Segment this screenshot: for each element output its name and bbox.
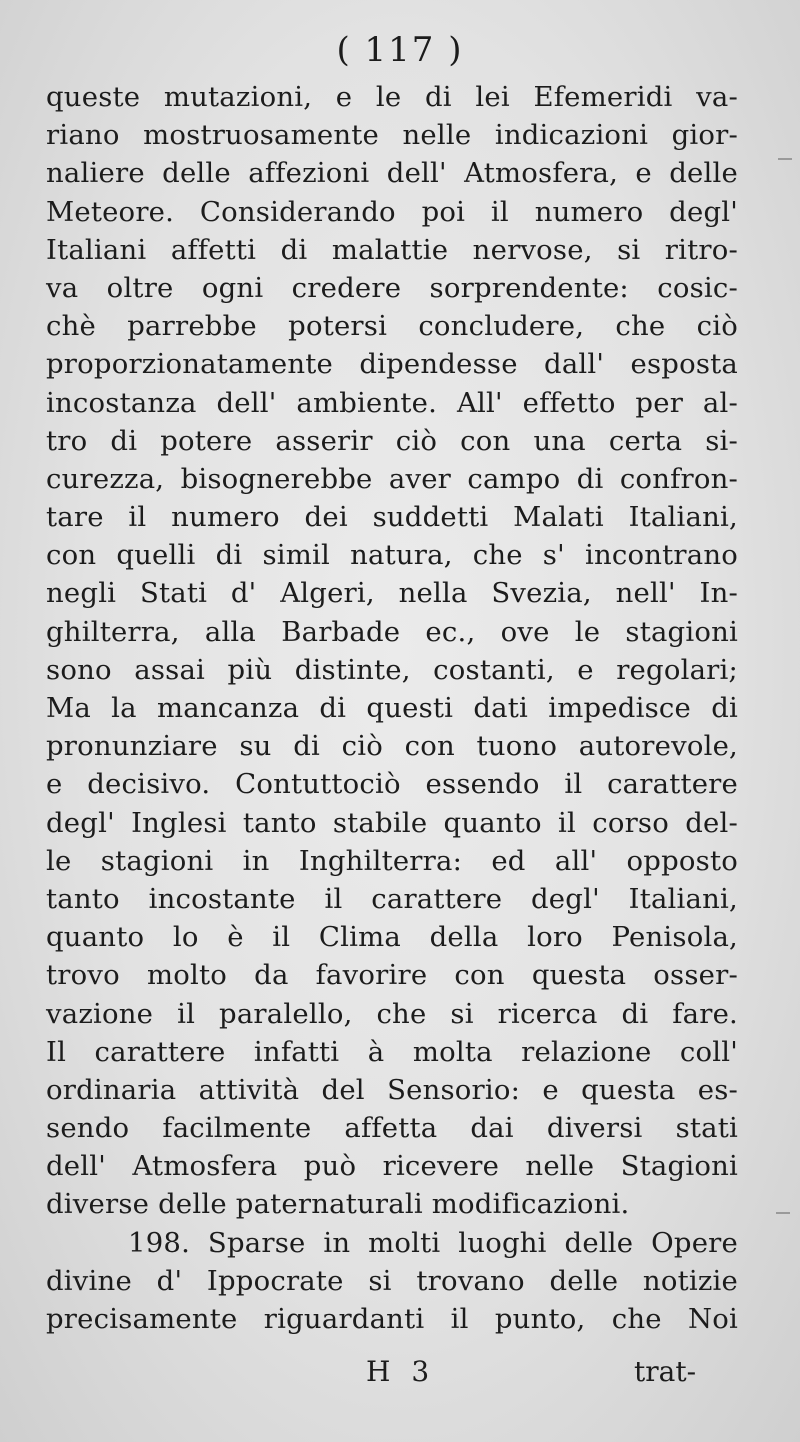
text-line: con quelli di simil natura, che s' incontrano: [46, 539, 738, 572]
text-line: le stagioni in Inghilterra: ed all' opposto: [46, 844, 738, 877]
signature-mark: H 3: [366, 1355, 436, 1388]
text-line: Meteore. Considerando poi il numero degl': [46, 195, 738, 228]
page-number: ( 117 ): [336, 30, 464, 70]
text-line: ordinaria attività del Sensorio: e questa es-: [46, 1073, 738, 1106]
text-line: tanto incostante il carattere degl' Italiani,: [46, 882, 738, 915]
text-line: Ma la mancanza di questi dati impedisce di: [46, 692, 738, 724]
text-line: sendo facilmente affetta dai diversi stati: [46, 1112, 738, 1145]
text-line: dell' Atmosfera può ricevere nelle Stagioni: [46, 1150, 738, 1183]
text-line: negli Stati d' Algeri, nella Svezia, nell' In-: [46, 577, 738, 610]
text-line: proporzionatamente dipendesse dall' esposta: [46, 348, 738, 381]
text-line: incostanza dell' ambiente. All' effetto per al-: [46, 386, 738, 419]
margin-mark: [778, 158, 792, 160]
text-line: degl' Inglesi tanto stabile quanto il corso del-: [46, 806, 738, 839]
paragraph-start-line: 198. Sparse in molti luoghi delle Opere: [128, 1226, 738, 1259]
page-footer: [0, 1352, 800, 1392]
text-line: ghilterra, alla Barbade ec., ove le stagioni: [46, 615, 738, 648]
text-line: vazione il paralello, che si ricerca di fare.: [46, 997, 738, 1030]
text-line: pronunziare su di ciò con tuono autorevole,: [46, 730, 738, 763]
text-line: e decisivo. Contuttociò essendo il carattere: [46, 768, 738, 801]
catchword: trat-: [634, 1355, 697, 1388]
text-line: curezza, bisognerebbe aver campo di confron-: [46, 462, 738, 495]
text-line: divine d' Ippocrate si trovano delle notizie: [46, 1264, 738, 1297]
text-line: Italiani affetti di malattie nervose, si ritro-: [46, 233, 738, 266]
text-line: tro di potere asserir ciò con una certa si-: [46, 424, 738, 457]
text-line: sono assai più distinte, costanti, e regolari;: [46, 653, 738, 686]
text-line: queste mutazioni, e le di lei Efemeridi va-: [46, 81, 738, 113]
text-line: quanto lo è il Clima della loro Penisola,: [46, 921, 738, 954]
text-line: riano mostruosamente nelle indicazioni gior-: [46, 119, 738, 152]
text-line: Il carattere infatti à molta relazione coll': [46, 1035, 738, 1068]
text-line: trovo molto da favorire con questa osser-: [46, 959, 738, 992]
body-text: [46, 78, 738, 1338]
text-line: diverse delle paternaturali modificazioni.: [46, 1188, 630, 1221]
text-line: va oltre ogni credere sorprendente: cosic-: [46, 271, 738, 304]
text-line: naliere delle affezioni dell' Atmosfera, e delle: [46, 157, 738, 190]
text-line: precisamente riguardanti il punto, che Noi: [46, 1303, 738, 1335]
text-line: tare il numero dei suddetti Malati Italiani,: [46, 501, 738, 534]
text-line: chè parrebbe potersi concludere, che ciò: [46, 310, 738, 343]
margin-mark: [776, 1212, 790, 1214]
